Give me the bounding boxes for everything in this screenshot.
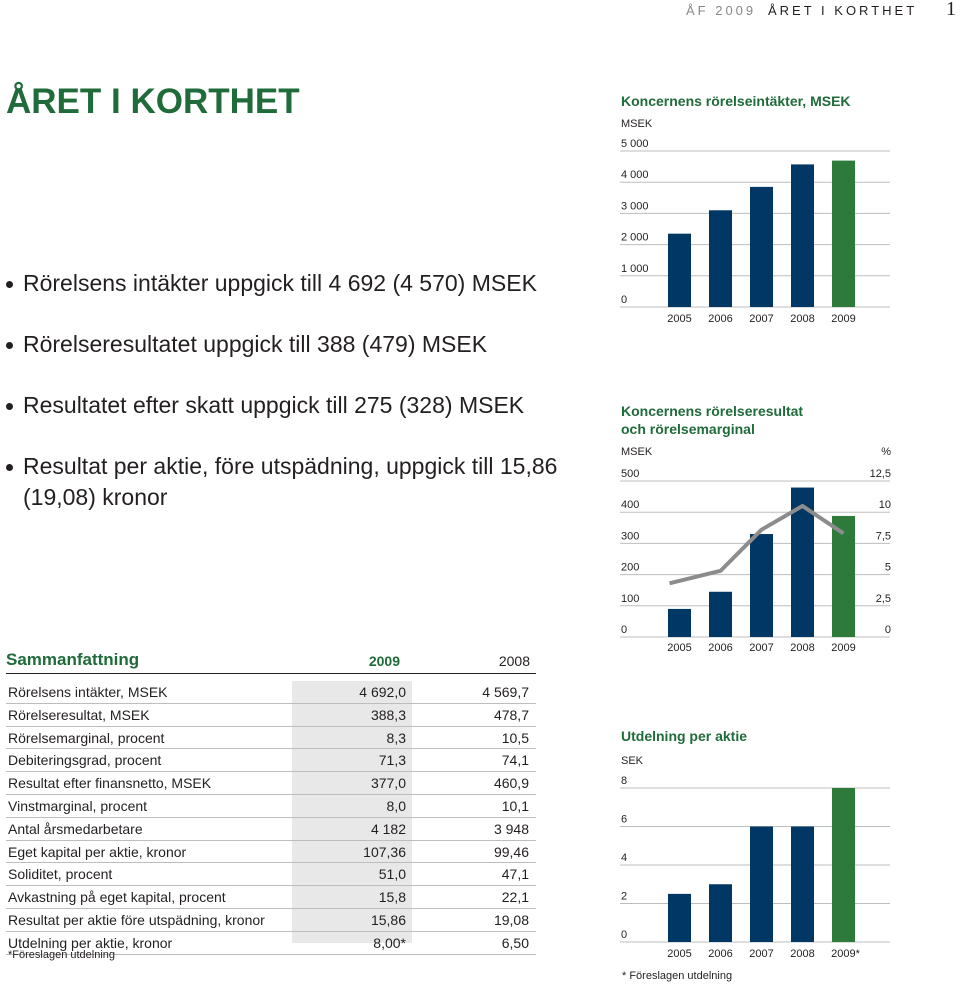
value-2009: 107,36 [363,843,406,860]
y-tick-label: 2 000 [621,231,649,244]
y2-tick-label: 12,5 [869,468,891,480]
value-2009: 8,3 [386,729,406,746]
value-2009: 71,3 [378,752,406,769]
value-2008: 478,7 [493,706,529,723]
row-label: Resultat efter finansnetto, MSEK [8,775,212,792]
bar-2009 [832,516,855,637]
page-number: 1 [946,0,956,20]
value-2009: 388,3 [370,706,406,723]
bar-2008 [791,827,814,943]
value-2008: 460,9 [493,775,529,792]
bar-2008 [791,164,814,307]
chart3-note: * Föreslagen utdelning [622,970,733,982]
bar-2005 [668,234,691,307]
row-label: Rörelsemarginal, procent [8,729,165,746]
highlight-item: Resultatet efter skatt uppgick till 275 (328) MSEK [6,390,596,421]
y-tick-label: 5 000 [621,138,649,150]
report-tag: ÅF 2009 [686,3,757,18]
row-label: Resultat per aktie före utspädning, kronor [8,911,265,928]
bar-2006 [709,884,732,942]
summary-col-2009: 2009 [368,653,400,669]
x-tick-label: 2005 [667,642,692,654]
y2-tick-label: 10 [878,499,891,512]
summary-footnote: *Föreslagen utdelning [8,949,116,961]
x-tick-label: 2006 [708,313,733,325]
chart2-unit: MSEK [621,446,653,458]
x-tick-label: 2008 [790,642,815,654]
bar-2009 [832,161,855,307]
chart3-unit: SEK [621,755,644,767]
x-tick-label: 2005 [667,948,692,960]
value-2009: 4 182 [370,820,406,837]
bar-2007 [750,534,773,637]
bar-2007 [750,187,773,307]
value-2008: 6,50 [501,934,529,951]
y-tick-label: 200 [621,561,640,574]
page-title: ÅRET I KORTHET [6,82,300,121]
value-2008: 10,5 [501,729,529,746]
value-2008: 3 948 [493,820,529,837]
bar-2005 [668,609,691,637]
value-2008: 47,1 [501,866,529,883]
y2-tick-label: 2,5 [875,592,891,605]
x-tick-label: 2007 [749,642,774,654]
value-2008: 22,1 [501,889,529,906]
y-tick-label: 100 [621,592,640,605]
bar-2006 [709,592,732,637]
summary-title: Sammanfattning [6,650,140,669]
x-tick-label: 2007 [749,948,774,960]
row-label: Soliditet, procent [8,866,113,883]
chart1-title: Koncernens rörelseintäkter, MSEK [621,93,851,109]
x-tick-label: 2008 [790,313,815,325]
y-tick-label: 0 [621,624,628,636]
chart2-title-line: Koncernens rörelseresultat [621,403,804,419]
y-tick-label: 8 [621,775,628,787]
value-2009: 8,00* [373,934,406,951]
value-2008: 99,46 [493,843,529,860]
y-tick-label: 400 [621,499,640,512]
y-tick-label: 6 [621,813,628,826]
value-2009: 8,0 [386,797,406,814]
x-tick-label: 2006 [708,642,733,654]
row-label: Debiteringsgrad, procent [8,752,162,769]
row-label: Avkastning på eget kapital, procent [8,889,226,906]
bar-2009* [832,788,855,942]
chart3-title: Utdelning per aktie [621,728,748,744]
y-tick-label: 500 [621,468,640,480]
bar-2006 [709,210,732,307]
x-tick-label: 2005 [667,313,692,325]
y2-tick-label: 5 [884,561,891,574]
x-tick-label: 2009* [831,948,860,960]
value-2009: 4 692,0 [359,684,406,700]
y2-tick-label: 7,5 [875,530,891,543]
chart2-unit-right: % [881,446,891,458]
y-tick-label: 0 [621,929,628,941]
x-tick-label: 2008 [790,948,815,960]
y-tick-label: 3 000 [621,200,649,213]
bar-2007 [750,827,773,943]
y2-tick-label: 0 [884,624,891,636]
x-tick-label: 2009 [831,642,856,654]
x-tick-label: 2007 [749,313,774,325]
chart1-unit: MSEK [621,118,653,130]
value-2008: 10,1 [501,797,529,814]
value-2009: 377,0 [370,775,406,792]
y-tick-label: 4 000 [621,169,649,182]
value-2008: 4 569,7 [482,684,529,700]
section-name: ÅRET I KORTHET [768,3,918,18]
y-tick-label: 2 [621,890,628,903]
row-label: Rörelsens intäkter, MSEK [8,684,168,700]
row-label: Eget kapital per aktie, kronor [8,843,187,860]
row-label: Vinstmarginal, procent [8,797,148,814]
x-tick-label: 2006 [708,948,733,960]
value-2009: 15,8 [378,889,406,906]
y-tick-label: 4 [621,852,628,864]
value-2009: 15,86 [370,911,406,928]
y-tick-label: 1 000 [621,262,649,275]
row-label: Antal årsmedarbetare [8,820,143,837]
highlight-item: Rörelseresultatet uppgick till 388 (479) MSEK [6,329,596,360]
summary-col-2008: 2008 [498,653,530,669]
row-label: Utdelning per aktie, kronor [8,934,173,951]
highlight-item: Rörelsens intäkter uppgick till 4 692 (4 570) MSEK [6,268,596,299]
bar-2005 [668,894,691,942]
value-2008: 19,08 [493,911,529,928]
value-2008: 74,1 [501,752,529,769]
y-tick-label: 300 [621,530,640,543]
chart2-title-line: och rörelsemarginal [621,421,755,437]
row-label: Rörelseresultat, MSEK [8,706,150,723]
value-2009: 51,0 [378,866,406,883]
highlight-item: Resultat per aktie, före utspädning, uppgick till 15,86 (19,08) kronor [6,451,596,513]
x-tick-label: 2009 [831,313,856,325]
y-tick-label: 0 [621,294,628,306]
